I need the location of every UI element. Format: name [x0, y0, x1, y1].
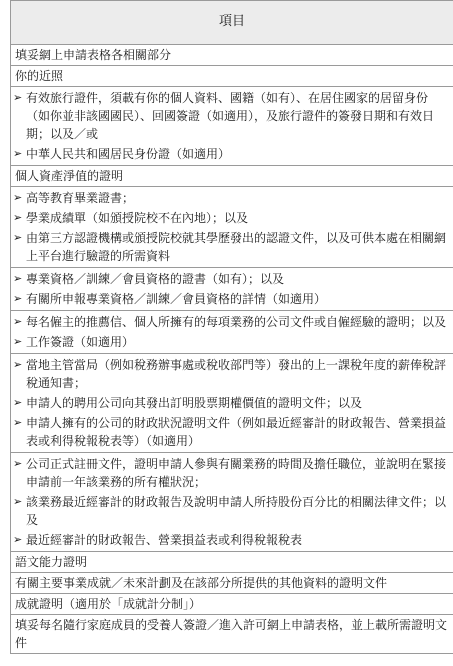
header-label: 項目 [218, 14, 245, 29]
table-row [11, 354, 453, 453]
arrowhead-bullet-icon: ➢ [13, 533, 23, 546]
list-item-text: 該業務最近經審計的財政報告及說明申請人所持股份百分比的相關法律文件；以及 [26, 495, 447, 527]
arrowhead-bullet-icon: ➢ [13, 315, 23, 328]
bullet-list-cell [11, 187, 453, 268]
bullet-list-cell [11, 87, 453, 166]
list-item-text: 當地主管當局（例如稅務辦事處或稅收部門等）發出的上一課稅年度的薪俸稅評稅通知書； [26, 358, 447, 390]
list-item-text: 最近經審計的財政報告、營業損益表或利得稅報稅表 [26, 533, 303, 547]
section-cell [11, 573, 453, 594]
list-item-text: 有關所申報專業資格／訓練／會員資格的詳情（如適用） [26, 292, 327, 306]
arrowhead-bullet-icon: ➢ [13, 191, 23, 204]
section-cell [11, 615, 453, 654]
list-item [13, 88, 449, 144]
table-row [11, 552, 453, 573]
section-label: 填妥網上申請表格各相關部分 [15, 48, 172, 62]
requirements-table-body [11, 1, 453, 654]
header-cell [11, 1, 453, 45]
arrowhead-bullet-icon: ➢ [13, 272, 23, 285]
list-item-text: 由第三方認證機構或頒授院校就其學歷發出的認證文件，以及可供本處在相關網上平台進行驗證的所需資料 [26, 231, 447, 263]
table-row [11, 594, 453, 615]
list-item [13, 269, 449, 289]
header-row [11, 1, 453, 45]
list-item [13, 454, 449, 492]
bullet-list-cell [11, 311, 453, 354]
bullet-list-cell [11, 354, 453, 453]
list-item-text: 專業資格／訓練／會員資格的證書（如有）；以及 [26, 272, 285, 286]
arrowhead-bullet-icon: ➢ [13, 416, 23, 429]
table-row [11, 45, 453, 66]
table-row [11, 573, 453, 594]
arrowhead-bullet-icon: ➢ [13, 495, 23, 508]
list-item-text: 申請人的聘用公司向其發出訂明股票期權價值的證明文件；以及 [26, 396, 363, 410]
list-item [13, 355, 449, 393]
arrowhead-bullet-icon: ➢ [13, 358, 23, 371]
arrowhead-bullet-icon: ➢ [13, 457, 23, 470]
section-label: 你的近照 [15, 69, 64, 83]
list-item [13, 492, 449, 530]
table-row [11, 87, 453, 166]
list-item [13, 208, 449, 228]
section-cell [11, 66, 453, 87]
table-row [11, 187, 453, 268]
list-item [13, 188, 449, 208]
section-cell [11, 552, 453, 573]
arrowhead-bullet-icon: ➢ [13, 91, 23, 104]
bullet-list-cell [11, 268, 453, 311]
list-item [13, 393, 449, 413]
list-item [13, 530, 449, 550]
list-item-text: 有效旅行證件，須載有你的個人資料、國籍（如有）、在居住國家的居留身份（如你並非該國國民）、回國簽證（如適用），及旅行證件的簽發日期和有效日期；以及／或 [26, 91, 435, 141]
table-row [11, 166, 453, 187]
table-row [11, 311, 453, 354]
section-label: 語文能力證明 [15, 555, 88, 569]
arrowhead-bullet-icon: ➢ [13, 396, 23, 409]
table-row [11, 453, 453, 552]
list-item-text: 公司正式註冊文件，證明申請人參與有關業務的時間及擔任職位，並說明在緊接申請前一年該業務的所有權狀況； [26, 457, 447, 489]
list-item [13, 413, 449, 451]
list-item [13, 289, 449, 309]
arrowhead-bullet-icon: ➢ [13, 231, 23, 244]
arrowhead-bullet-icon: ➢ [13, 147, 23, 160]
table-row [11, 615, 453, 654]
section-label: 有關主要事業成就／未來計劃及在該部分所提供的其他資料的證明文件 [15, 576, 388, 590]
list-item-text: 工作簽證（如適用） [26, 335, 135, 349]
list-item [13, 332, 449, 352]
section-label: 成就證明（適用於「成就計分制」） [15, 597, 202, 611]
list-item-text: 申請人擁有的公司的財政狀況證明文件（例如最近經審計的財政報告、營業損益表或利得稅報稅表等）（如適用） [26, 416, 447, 448]
section-cell [11, 166, 453, 187]
bullet-list-cell [11, 453, 453, 552]
arrowhead-bullet-icon: ➢ [13, 292, 23, 305]
list-item-text: 高等教育畢業證書； [26, 191, 135, 205]
arrowhead-bullet-icon: ➢ [13, 335, 23, 348]
requirements-table [10, 0, 453, 654]
list-item-text: 每名僱主的推薦信、個人所擁有的每項業務的公司文件或自僱經驗的證明；以及 [26, 315, 447, 329]
list-item-text: 中華人民共和國居民身份證（如適用） [26, 147, 231, 161]
table-row [11, 268, 453, 311]
list-item [13, 144, 449, 164]
arrowhead-bullet-icon: ➢ [13, 211, 23, 224]
section-label: 填妥每名隨行家庭成員的受養人簽證／進入許可網上申請表格，並上載所需證明文件 [15, 618, 448, 650]
list-item-text: 學業成績單（如頒授院校不在內地）；以及 [26, 211, 249, 225]
section-cell [11, 45, 453, 66]
section-cell [11, 594, 453, 615]
table-row [11, 66, 453, 87]
list-item [13, 228, 449, 266]
list-item [13, 312, 449, 332]
section-label: 個人資產淨值的證明 [15, 169, 124, 183]
